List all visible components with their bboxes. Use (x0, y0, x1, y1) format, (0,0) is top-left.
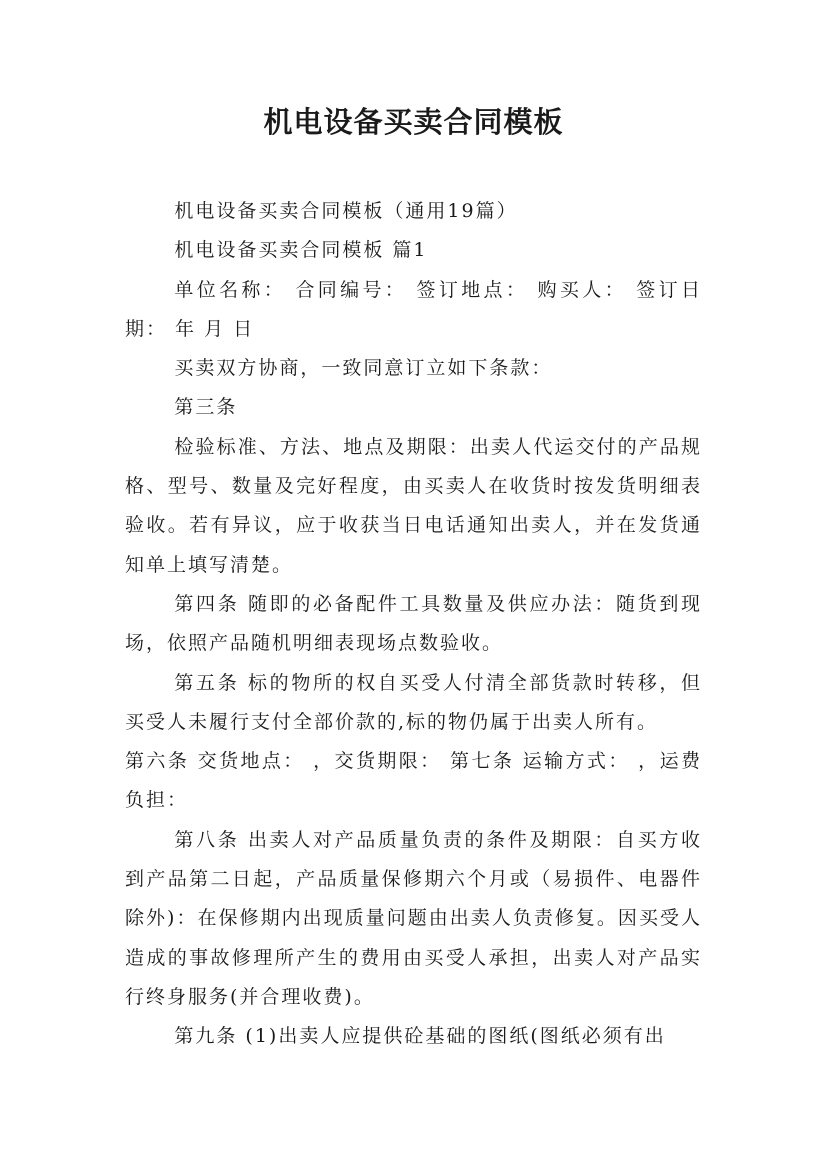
paragraph-article-9: 第九条 (1)出卖人应提供砼基础的图纸(图纸必须有出 (174, 1025, 666, 1048)
paragraph-article-3-heading: 第三条 (174, 396, 238, 419)
paragraph-article-8: 第八条 出卖人对产品质量负责的条件及期限：自买方收到产品第二日起，产品质量保修期六个月或（易损件、电器件除外)：在保修期内出现质量问题由出卖人负责修复。因买受人造成的事故修理所产生的费用由买受人承担，出卖人对产品实行终身服务(并合理收费)。 (125, 828, 702, 1008)
paragraph-article-5: 第五条 标的物所的权自买受人付清全部货款时转移，但买受人未履行支付全部价款的,标的物仍属于出卖人所有。 (125, 671, 702, 733)
paragraph-article-6-7: 第六条 交货地点： ，交货期限： 第七条 运输方式： ，运费负担： (125, 750, 702, 812)
document-body (125, 192, 702, 1057)
paragraph-header-fields: 单位名称： 合同编号： 签订地点： 购买人： 签订日期： 年 月 日 (125, 278, 702, 340)
paragraph-article-4: 第四条 随即的必备配件工具数量及供应办法：随货到现场，依照产品随机明细表现场点数验收。 (125, 592, 702, 655)
paragraph-inspection: 检验标准、方法、地点及期限：出卖人代运交付的产品规格、型号、数量及完好程度，由买卖人在收货时按发货明细表验收。若有异议，应于收获当日电话通知出卖人，并在发货通知单上填写清楚。 (125, 435, 702, 576)
paragraph-section-heading: 机电设备买卖合同模板 篇1 (174, 239, 428, 262)
document-title: 机电设备买卖合同模板 (263, 105, 564, 139)
paragraph-agreement: 买卖双方协商，一致同意订立如下条款： (174, 357, 553, 380)
paragraph-subtitle: 机电设备买卖合同模板（通用19篇） (174, 200, 518, 222)
